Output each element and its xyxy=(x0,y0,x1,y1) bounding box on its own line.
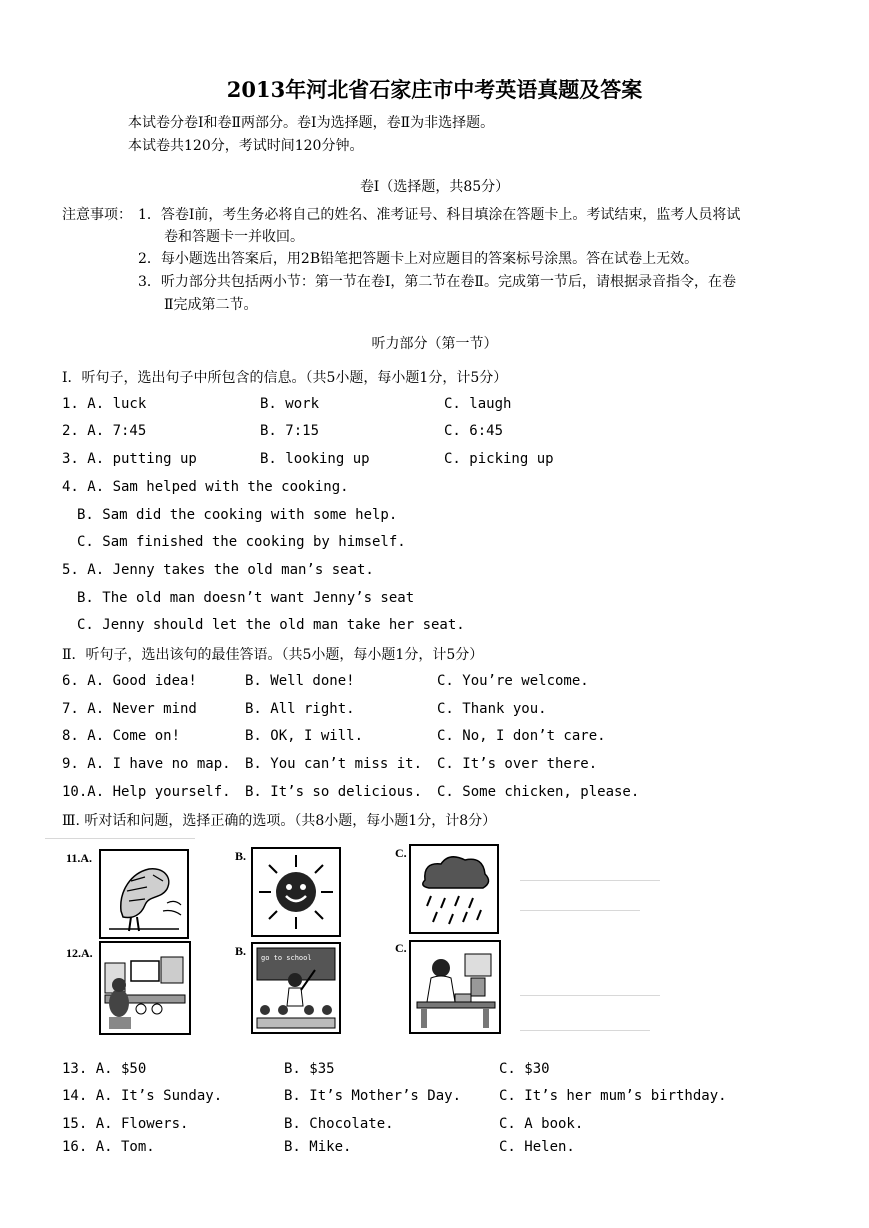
rain-cloud-icon xyxy=(409,844,499,934)
q16-option-b: B. Mike. xyxy=(284,1139,352,1155)
q7-option-c: C. Thank you. xyxy=(437,701,547,717)
q7-option-b: B. All right. xyxy=(245,701,355,717)
q5-option-b: B. The old man doesn’t want Jenny’s seat xyxy=(77,590,415,606)
q10-option-b: B. It’s so delicious. xyxy=(245,784,423,800)
q3-option-b: B. looking up xyxy=(260,451,370,467)
q7-option-a: 7. A. Never mind xyxy=(62,701,197,717)
page-title: 2013年河北省石家庄市中考英语真题及答案 xyxy=(226,77,643,102)
q16-option-c: C. Helen. xyxy=(499,1139,575,1155)
sunny-sun-icon xyxy=(251,847,341,937)
q8-option-b: B. OK, I will. xyxy=(245,728,364,744)
q15-option-c: C. A book. xyxy=(499,1116,584,1132)
computer-lab-icon xyxy=(99,941,191,1035)
q14-option-c: C. It’s her mum’s birthday. xyxy=(499,1088,727,1104)
q13-option-a: 13. A. $50 xyxy=(62,1061,147,1077)
q4-option-b: B. Sam did the cooking with some help. xyxy=(77,507,398,523)
q6-option-b: B. Well done! xyxy=(245,673,355,689)
q9-option-b: B. You can’t miss it. xyxy=(245,756,423,772)
q13-option-c: C. $30 xyxy=(499,1061,550,1077)
intro-line-2: 本试卷共120分，考试时间120分钟。 xyxy=(128,138,364,154)
q11-label-c: C. xyxy=(395,846,407,860)
windy-tree-icon xyxy=(99,849,189,939)
q11-label-b: B. xyxy=(235,849,247,863)
q10-option-a: 10.A. Help yourself. xyxy=(62,784,231,800)
q12-label-b: B. xyxy=(235,944,247,958)
note-2: 2．每小题选出答案后，用2B铅笔把答题卡上对应题目的答案标号涂黑。答在试卷上无效。 xyxy=(138,251,699,267)
q12-label-c: C. xyxy=(395,941,407,955)
q15-option-b: B. Chocolate. xyxy=(284,1116,394,1132)
q16-option-a: 16. A. Tom. xyxy=(62,1139,155,1155)
q4-option-c: C. Sam finished the cooking by himself. xyxy=(77,534,406,550)
note-3: 3．听力部分共包括两小节：第一节在卷Ⅰ，第二节在卷Ⅱ。完成第一节后，请根据录音指令，在卷 xyxy=(138,274,736,290)
q5-option-c: C. Jenny should let the old man take her seat. xyxy=(77,617,465,633)
q5-option-a: 5. A. Jenny takes the old man’s seat. xyxy=(62,562,374,578)
q9-option-c: C. It’s over there. xyxy=(437,756,598,772)
q14-option-b: B. It’s Mother’s Day. xyxy=(284,1088,462,1104)
svg-text:go to school: go to school xyxy=(261,954,312,962)
q8-option-a: 8. A. Come on! xyxy=(62,728,181,744)
q9-option-a: 9. A. I have no map. xyxy=(62,756,231,772)
section3-instruction: Ⅲ. 听对话和问题，选择正确的选项。（共8小题，每小题1分，计8分） xyxy=(62,813,497,829)
q10-option-c: C. Some chicken, please. xyxy=(437,784,640,800)
notes-label: 注意事项： xyxy=(62,207,132,223)
intro-line-1: 本试卷分卷Ⅰ和卷Ⅱ两部分。卷Ⅰ为选择题，卷Ⅱ为非选择题。 xyxy=(128,115,495,131)
q8-option-c: C. No, I don’t care. xyxy=(437,728,606,744)
note-1-cont: 卷和答题卡一并收回。 xyxy=(164,229,304,245)
q1-option-c: C. laugh xyxy=(444,396,512,412)
q3-option-a: 3. A. putting up xyxy=(62,451,197,467)
q3-option-c: C. picking up xyxy=(444,451,554,467)
paper1-heading: 卷Ⅰ（选择题，共85分） xyxy=(359,179,510,195)
q2-option-a: 2. A. 7:45 xyxy=(62,423,147,439)
note-1: 1．答卷Ⅰ前，考生务必将自己的姓名、准考证号、科目填涂在答题卡上。考试结束，监考人员将试 xyxy=(138,207,741,223)
section2-instruction: Ⅱ．听句子，选出该句的最佳答语。（共5小题，每小题1分，计5分） xyxy=(62,647,484,663)
office-desk-icon xyxy=(409,940,501,1034)
q14-option-a: 14. A. It’s Sunday. xyxy=(62,1088,223,1104)
q4-option-a: 4. A. Sam helped with the cooking. xyxy=(62,479,349,495)
q2-option-b: B. 7:15 xyxy=(260,423,320,439)
q15-option-a: 15. A. Flowers. xyxy=(62,1116,189,1132)
q11-label-a: 11.A. xyxy=(66,851,93,865)
q12-label-a: 12.A. xyxy=(66,946,93,960)
section1-instruction: Ⅰ．听句子，选出句子中所包含的信息。（共5小题，每小题1分，计5分） xyxy=(62,370,508,386)
q1-option-a: 1. A. luck xyxy=(62,396,147,412)
q6-option-c: C. You’re welcome. xyxy=(437,673,589,689)
q13-option-b: B. $35 xyxy=(284,1061,335,1077)
note-3-cont: Ⅱ完成第二节。 xyxy=(164,297,258,313)
q6-option-a: 6. A. Good idea! xyxy=(62,673,197,689)
teacher-classroom-icon xyxy=(251,942,341,1034)
listening-heading: 听力部分（第一节） xyxy=(371,336,498,352)
q1-option-b: B. work xyxy=(260,396,320,412)
q2-option-c: C. 6:45 xyxy=(444,423,504,439)
